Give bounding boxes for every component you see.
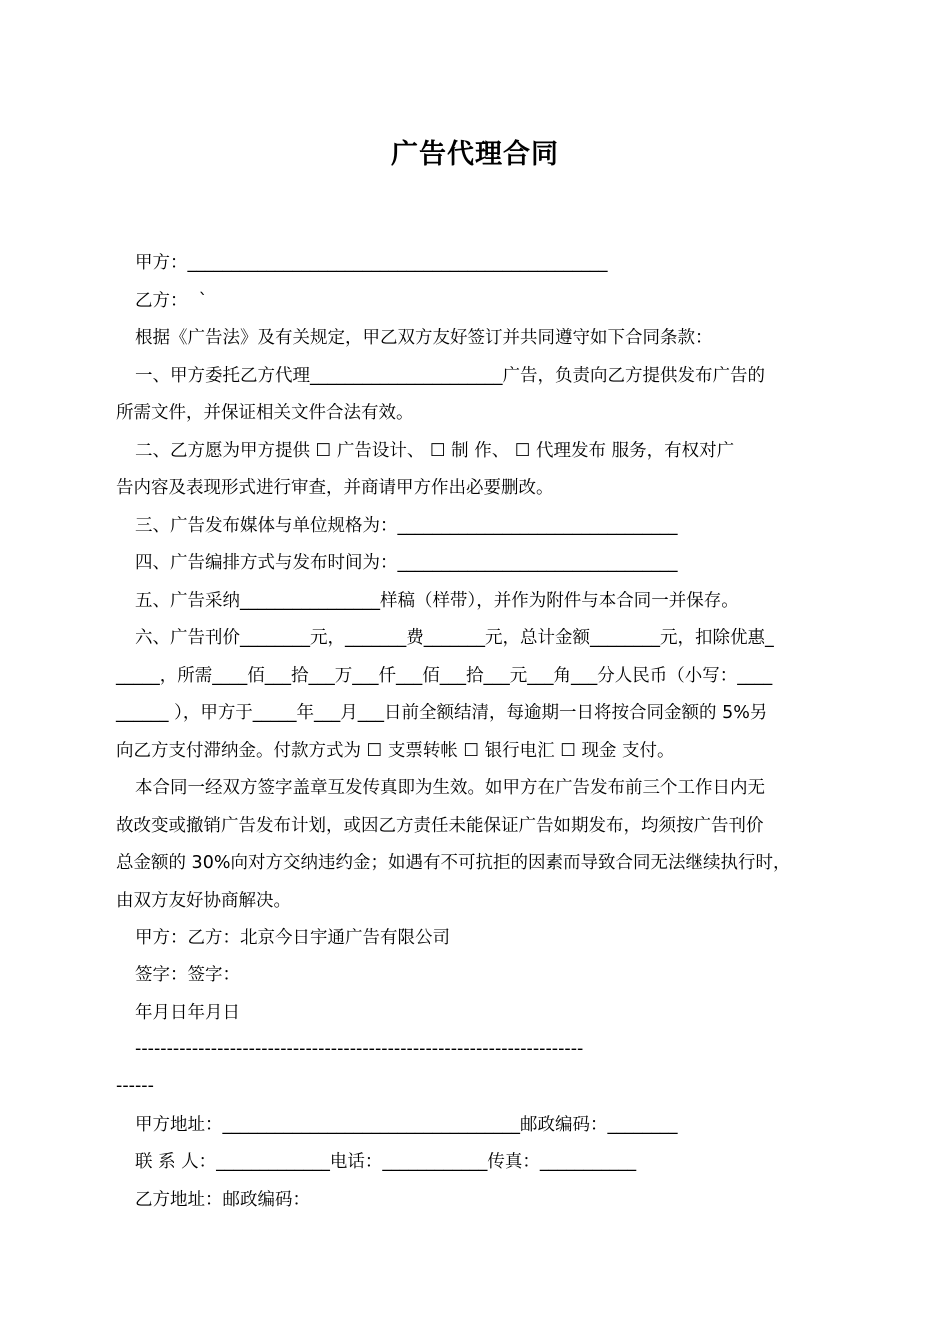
party-b-address: 乙方地址：邮政编码： [135,1190,310,1210]
clause-6-line-1: 六、广告刊价________元，_______费_______元，总计金额________元，扣除优惠_ [135,628,774,648]
signature-date: 年月日年月日 [135,1003,240,1023]
signature-parties: 甲方：乙方：北京今日宇通广告有限公司 [135,928,450,948]
signature-sign: 签字：签字： [135,965,240,985]
contact-line: 联 系 人：_____________电话：____________传真：___________ [135,1152,637,1172]
party-b-line: 乙方： ` [135,291,208,311]
effect-clause-line-1: 本合同一经双方签字盖章互发传真即为生效。如甲方在广告发布前三个工作日内无 [135,778,765,798]
party-a-line: 甲方：________________________________________________ [135,253,608,273]
clause-1-line-1: 一、甲方委托乙方代理______________________广告，负责向乙方提供发布广告的 [135,366,765,386]
clause-4: 四、广告编排方式与发布时间为：________________________________ [135,553,678,573]
effect-clause-line-4: 由双方友好协商解决。 [116,891,291,911]
clause-1-line-2: 所需文件，并保证相关文件合法有效。 [116,403,414,423]
preamble: 根据《广告法》及有关规定，甲乙双方友好签订并共同遵守如下合同条款： [135,328,713,348]
clause-3: 三、广告发布媒体与单位规格为：________________________________ [135,516,678,536]
divider-line-1: ----------------------------------------------------------------------- [135,1039,584,1059]
clause-6-line-4: 向乙方支付滞纳金。付款方式为 ☐ 支票转帐 ☐ 银行电汇 ☐ 现金 支付。 [116,741,675,761]
clause-2-line-1: 二、乙方愿为甲方提供 ☐ 广告设计、 ☐ 制 作、 ☐ 代理发布 服务，有权对广 [135,441,735,461]
clause-6-line-3: ______ ），甲方于_____年___月___日前全额结清，每逾期一日将按合同金额的 5%另 [116,703,768,723]
effect-clause-line-3: 总金额的 30%向对方交纳违约金；如遇有不可抗拒的因素而导致合同无法继续执行时， [116,853,791,873]
clause-5: 五、广告采纳________________样稿（样带），并作为附件与本合同一并保存。 [135,591,739,611]
divider-line-2: ------ [116,1076,154,1096]
document-title: 广告代理合同 [391,139,559,170]
party-a-address: 甲方地址：__________________________________邮政编码：________ [135,1115,678,1135]
effect-clause-line-2: 故改变或撤销广告发布计划，或因乙方责任未能保证广告如期发布，均须按广告刊价 [116,816,764,836]
clause-2-line-2: 告内容及表现形式进行审查，并商请甲方作出必要删改。 [116,478,554,498]
clause-6-line-2: _____，所需____佰___拾___万___仟___佰___拾___元___角___分人民币（小写：____ [116,666,773,686]
